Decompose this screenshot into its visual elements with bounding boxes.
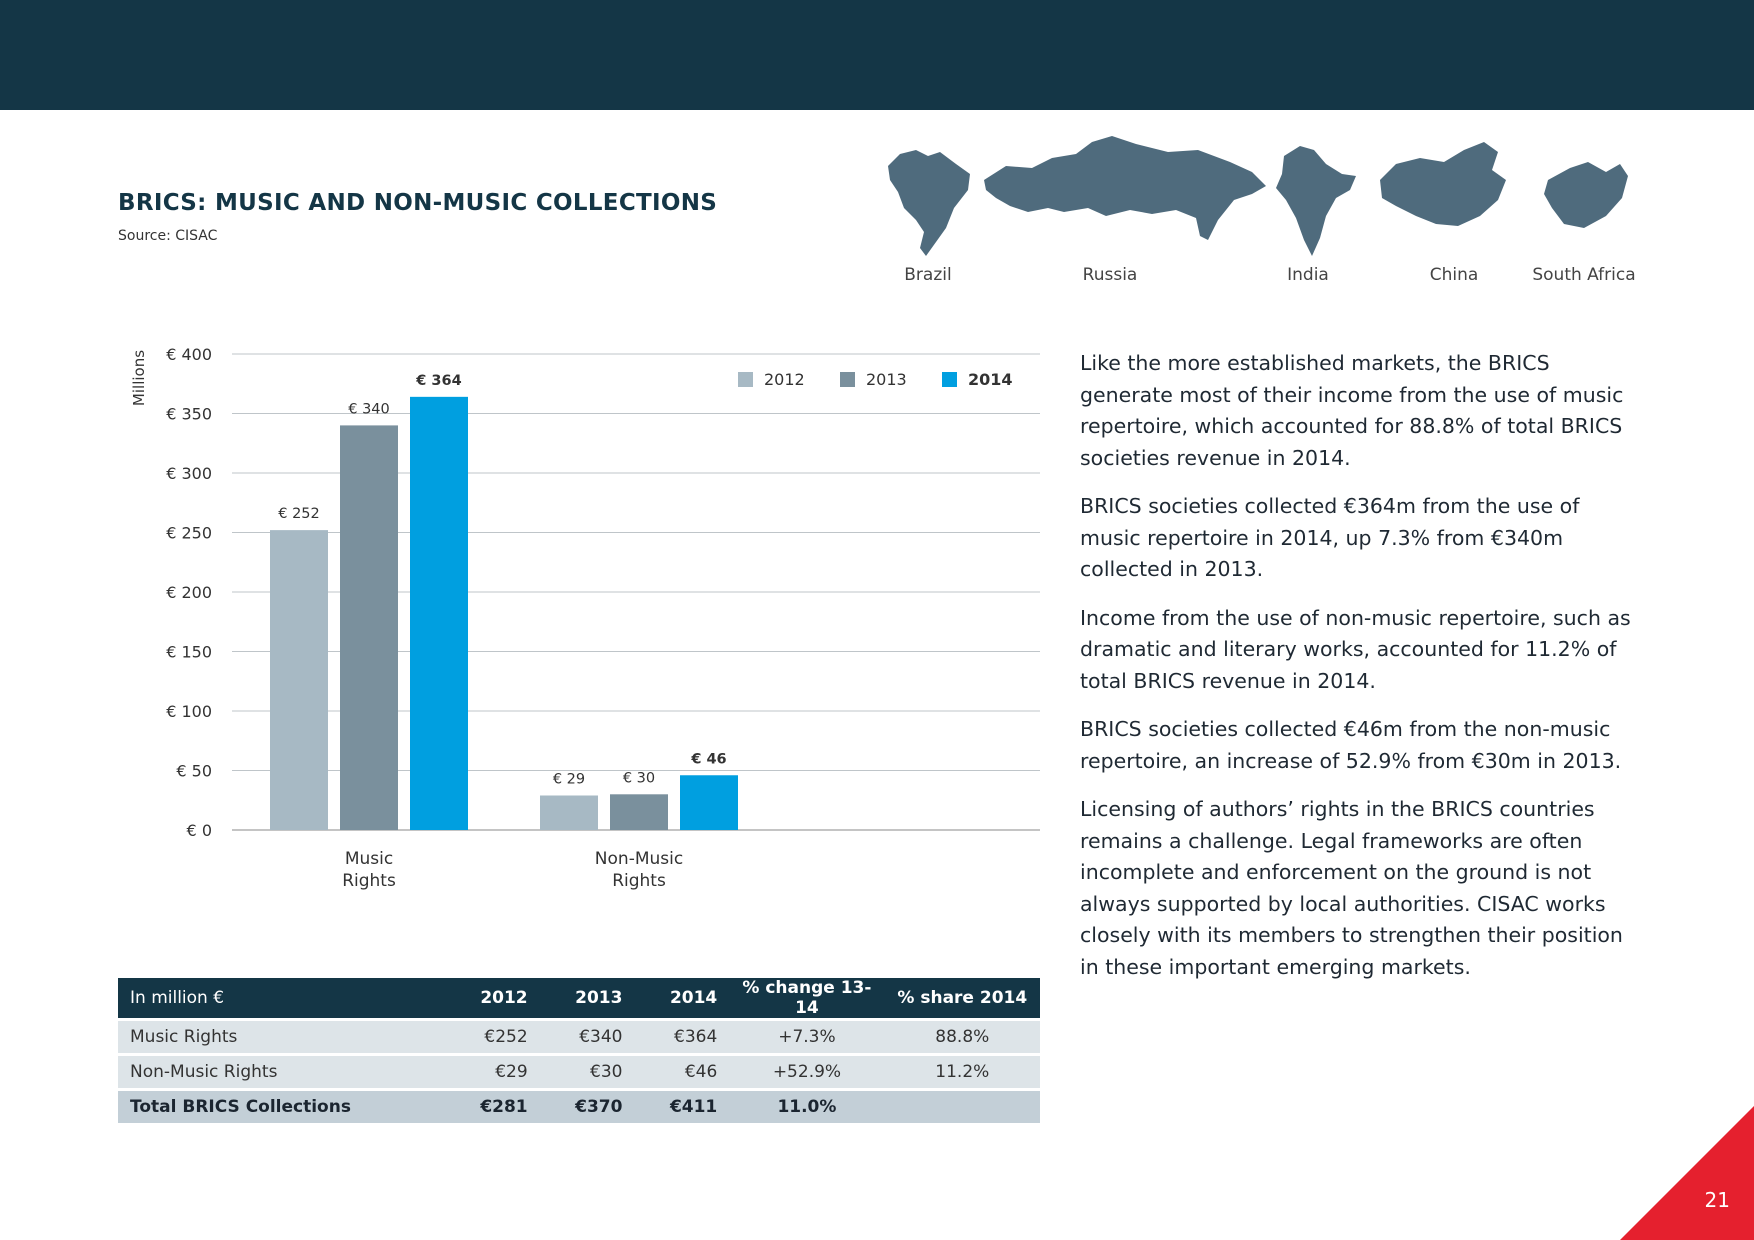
y-tick-label: € 250 [166, 523, 212, 543]
bar-value-label: € 252 [278, 506, 320, 523]
table-cell: €370 [540, 1091, 635, 1123]
y-tick-label: € 400 [166, 345, 212, 364]
y-tick-label: € 100 [166, 702, 212, 721]
bar-value-label: € 364 [416, 372, 462, 389]
bar [680, 775, 738, 830]
bar [340, 425, 398, 830]
bar-value-label: € 29 [552, 771, 586, 788]
china-shape [1380, 142, 1506, 226]
source-note: Source: CISAC [118, 228, 218, 244]
bar-value-label: € 340 [348, 401, 390, 418]
bar [610, 794, 668, 830]
y-tick-label: € 350 [166, 404, 212, 424]
table-cell: 11.0% [729, 1091, 884, 1123]
table-cell: €281 [445, 1091, 540, 1123]
table-cell: €252 [445, 1021, 540, 1053]
legend-swatch [840, 372, 855, 387]
table-row [118, 1056, 1040, 1088]
map-label-india: India [1287, 265, 1329, 285]
legend-label: 2014 [968, 370, 1013, 389]
y-tick-label: € 50 [176, 761, 212, 781]
legend-swatch [942, 372, 957, 387]
table-cell: €364 [634, 1021, 729, 1053]
table-header-cell: 2012 [445, 978, 540, 1018]
paragraph: BRICS societies collected €364m from the use of music repertoire in 2014, up 7.3% from €340m collected in 2013. [1080, 494, 1580, 581]
table-row [118, 1021, 1040, 1053]
table-cell: +52.9% [729, 1056, 884, 1088]
paragraph: Like the more established markets, the BRICS generate most of their income from the use of music repertoire, which accounted for 88.8% of total BRICS societies revenue in 2014. [1080, 351, 1624, 470]
y-axis-label: Millions [130, 349, 148, 407]
table-cell: Total BRICS Collections [118, 1091, 445, 1123]
table-header-row [118, 978, 1040, 1018]
bar [540, 795, 598, 830]
map-label-russia: Russia [1082, 265, 1138, 285]
table-cell: +7.3% [729, 1021, 884, 1053]
bar-value-label: € 30 [622, 770, 656, 787]
paragraph: Income from the use of non-music repertoire, such as dramatic and literary works, accounted for 11.2% of total BRICS revenue in 2014. [1080, 605, 1631, 693]
table-cell: €340 [540, 1021, 635, 1053]
category-label: Music [344, 849, 394, 869]
table-header-cell: In million € [118, 978, 445, 1018]
legend-label: 2012 [764, 370, 805, 389]
brics-map [880, 128, 1640, 288]
y-tick-label: € 300 [166, 464, 212, 483]
table-cell: €411 [634, 1091, 729, 1123]
india-shape [1276, 146, 1356, 256]
bar [410, 397, 468, 830]
table-header-cell: 2014 [634, 978, 729, 1018]
y-tick-label: € 0 [186, 821, 212, 840]
body-text [1080, 348, 1640, 1000]
paragraph: Licensing of authors’ rights in the BRICS countries remains a challenge. Legal frameworks are often incomplete and enforcement on the ground is not always supported by local authorities. CISAC works closely with its members to strengthen their position in these important emerging markets. [1080, 797, 1623, 979]
table-cell [885, 1091, 1040, 1123]
table-total-row [118, 1091, 1040, 1123]
table-cell: €30 [540, 1056, 635, 1088]
y-tick-label: € 200 [166, 583, 212, 602]
table-header-cell: 2013 [540, 978, 635, 1018]
category-label: Rights [342, 871, 396, 891]
category-label: Rights [612, 871, 666, 891]
page-title: BRICS: MUSIC AND NON-MUSIC COLLECTIONS [118, 190, 718, 216]
top-banner [0, 0, 1754, 110]
paragraph: BRICS societies collected €46m from the non-music repertoire, an increase of 52.9% from €30m in 2013. [1080, 717, 1622, 773]
table-cell: €29 [445, 1056, 540, 1088]
y-tick-label: € 150 [166, 642, 212, 662]
legend-label: 2013 [866, 370, 907, 389]
map-label-south-africa: South Africa [1532, 265, 1636, 285]
brazil-shape [888, 150, 970, 256]
page-number: 21 [1704, 1188, 1730, 1212]
table-cell: €46 [634, 1056, 729, 1088]
table-cell: 88.8% [885, 1021, 1040, 1053]
table-header-cell: % share 2014 [885, 978, 1040, 1018]
collections-table [118, 975, 1040, 1126]
legend-swatch [738, 372, 753, 387]
russia-shape [984, 136, 1266, 240]
table-cell: Non-Music Rights [118, 1056, 445, 1088]
map-label-china: China [1429, 265, 1479, 285]
page-corner-accent [1620, 1106, 1754, 1240]
collections-bar-chart [110, 330, 1050, 910]
category-label: Non-Music [594, 849, 684, 869]
table-cell: 11.2% [885, 1056, 1040, 1088]
south-africa-shape [1544, 162, 1628, 228]
bar-value-label: € 46 [691, 751, 727, 768]
map-label-brazil: Brazil [904, 265, 952, 285]
bar [270, 530, 328, 830]
table-header-cell: % change 13-14 [729, 978, 884, 1018]
table-cell: Music Rights [118, 1021, 445, 1053]
